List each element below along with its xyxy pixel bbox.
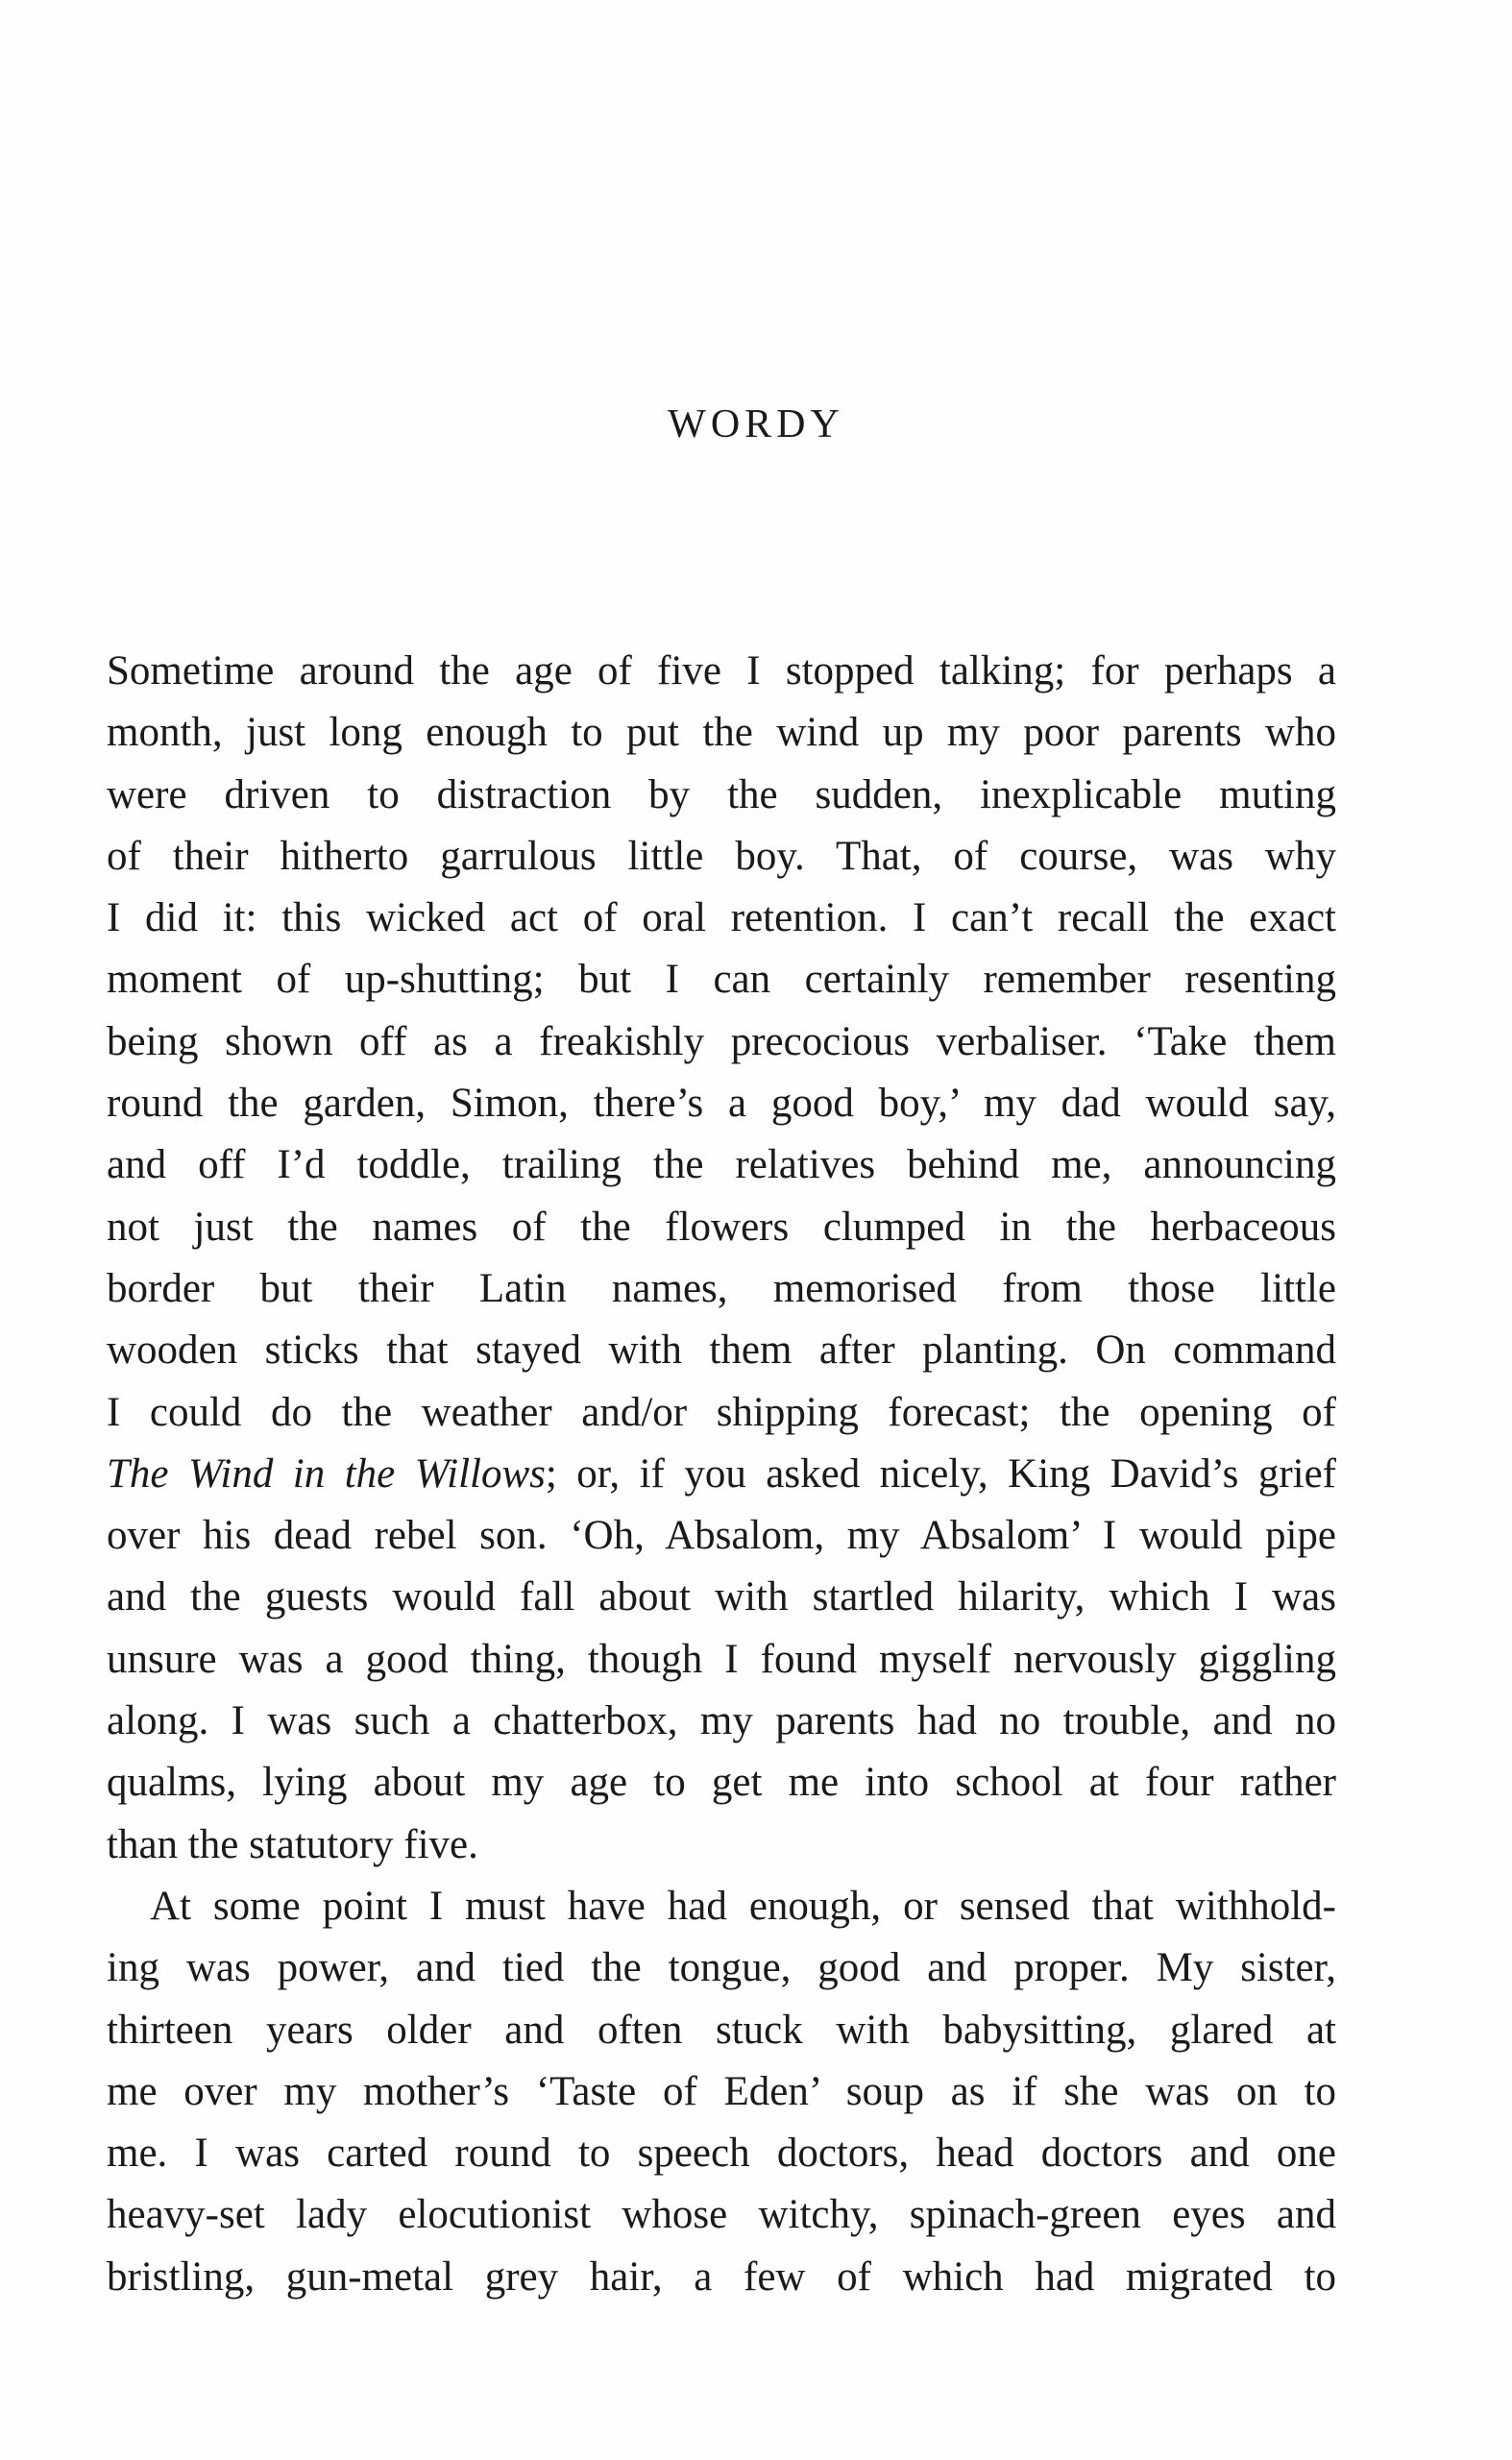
body-text: [107, 641, 1336, 2308]
text-line: wooden sticks that stayed with them after planting. On command: [107, 1327, 1336, 1374]
text-line: I did it: this wicked act of oral retention. I can’t recall the exact: [107, 895, 1336, 941]
text-line-rest: ; or, if you asked nicely, King David’s grief: [545, 1450, 1336, 1497]
paragraph-2: [107, 1876, 1336, 2308]
text-line: along. I was such a chatterbox, my parents had no trouble, and no: [107, 1698, 1336, 1744]
text-line: round the garden, Simon, there’s a good boy,’ my dad would say,: [107, 1081, 1336, 1127]
text-line: Sometime around the age of five I stopped talking; for perhaps a: [107, 648, 1336, 694]
text-line: me. I was carted round to speech doctors, head doctors and one: [107, 2131, 1336, 2177]
text-line: and off I’d toddle, trailing the relatives behind me, announcing: [107, 1142, 1336, 1188]
text-line: border but their Latin names, memorised from those little: [107, 1265, 1336, 1311]
text-line: moment of up-shutting; but I can certainly remember resenting: [107, 957, 1336, 1003]
text-line: At some point I must have had enough, or sensed that withhold-: [150, 1883, 1336, 1929]
text-line: month, just long enough to put the wind up my poor parents who: [107, 710, 1336, 756]
text-line: qualms, lying about my age to get me into school at four rather: [107, 1760, 1336, 1806]
text-line: thirteen years older and often stuck with babysitting, glared at: [107, 2007, 1336, 2053]
text-line: being shown off as a freakishly precocious verbaliser. ‘Take them: [107, 1018, 1336, 1064]
paragraph-1: [107, 641, 1336, 1876]
text-line: of their hitherto garrulous little boy. That, of course, was why: [107, 833, 1336, 879]
text-line: heavy-set lady elocutionist whose witchy, spinach-green eyes and: [107, 2192, 1336, 2238]
chapter-title: WORDY: [668, 402, 844, 447]
text-line: than the statutory five.: [107, 1821, 478, 1867]
text-line: me over my mother’s ‘Taste of Eden’ soup as if she was on to: [107, 2068, 1336, 2114]
text-line: bristling, gun-metal grey hair, a few of which had migrated to: [107, 2253, 1336, 2300]
text-line: were driven to distraction by the sudden, inexplicable muting: [107, 771, 1336, 817]
text-line: not just the names of the flowers clumped in the herbaceous: [107, 1204, 1336, 1250]
text-line: and the guests would fall about with startled hilarity, which I was: [107, 1574, 1336, 1620]
text-line-with-title: [107, 1444, 1336, 1505]
text-line: ing was power, and tied the tongue, good and proper. My sister,: [107, 1945, 1336, 1991]
book-title-italic: The Wind in the Willows: [107, 1450, 546, 1497]
text-line: I could do the weather and/or shipping forecast; the opening of: [107, 1389, 1336, 1435]
text-line: unsure was a good thing, though I found myself nervously giggling: [107, 1636, 1336, 1682]
text-line: over his dead rebel son. ‘Oh, Absalom, my Absalom’ I would pipe: [107, 1513, 1336, 1559]
